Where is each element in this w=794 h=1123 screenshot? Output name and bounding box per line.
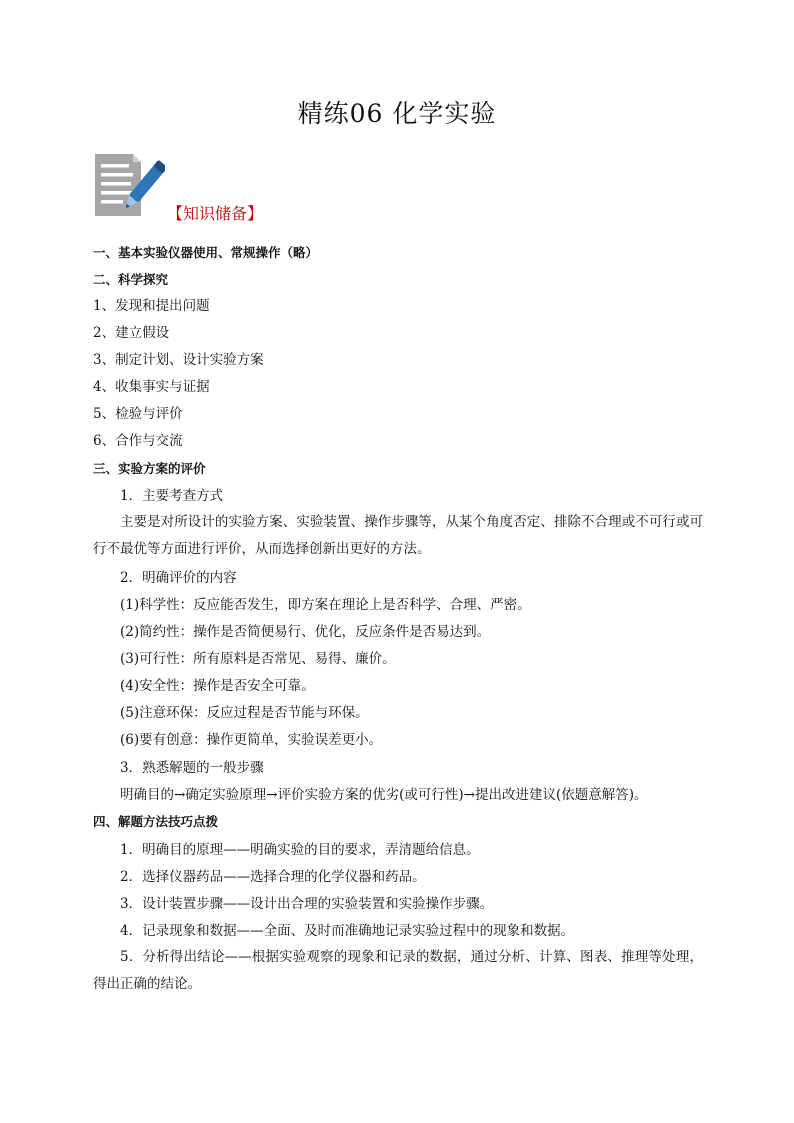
subheading: 3．熟悉解题的一般步骤 [120, 760, 264, 776]
criteria-item: (5)注意环保：反应过程是否节能与环保。 [120, 705, 369, 721]
section-tag-knowledge: 【知识储备】 [167, 204, 264, 223]
paragraph: 主要是对所设计的实验方案、实验装置、操作步骤等，从某个角度否定、排除不合理或不可行或可行不最优等方面进行评价，从而选择创新出更好的方法。 [93, 514, 703, 557]
criteria-item: (6)要有创意：操作更简单，实验误差更小。 [120, 732, 383, 748]
document-pen-icon [93, 150, 165, 220]
list-item: 6、合作与交流 [93, 433, 183, 449]
list-item: 4、收集事实与证据 [93, 379, 210, 395]
criteria-item: (2)简约性：操作是否简便易行、优化，反应条件是否易达到。 [120, 624, 491, 640]
tip-item: 4．记录现象和数据——全面、及时而准确地记录实验过程中的现象和数据。 [120, 923, 575, 939]
section-heading-2: 二、科学探究 [93, 272, 169, 287]
tip-item: 1．明确目的原理——明确实验的目的要求，弄清题给信息。 [120, 842, 480, 858]
tip-item: 2．选择仪器药品——选择合理的化学仪器和药品。 [120, 869, 426, 885]
list-item: 5、检验与评价 [93, 406, 183, 422]
list-item: 3、制定计划、设计实验方案 [93, 352, 264, 368]
section-heading-3: 三、实验方案的评价 [93, 461, 206, 476]
subheading: 2．明确评价的内容 [120, 570, 237, 586]
list-item: 2、建立假设 [93, 325, 170, 341]
section-heading-4: 四、解题方法技巧点拨 [93, 814, 219, 829]
steps-text: 明确目的→确定实验原理→评价实验方案的优劣(或可行性)→提出改进建议(依题意解答)。 [120, 787, 648, 803]
section-heading-1: 一、基本实验仪器使用、常规操作（略） [93, 245, 319, 260]
criteria-item: (4)安全性：操作是否安全可靠。 [120, 678, 315, 694]
subheading: 1．主要考查方式 [120, 488, 224, 504]
page-title: 精练06 化学实验 [297, 99, 497, 128]
list-item: 1、发现和提出问题 [93, 298, 210, 314]
tip-item: 5．分析得出结论——根据实验观察的现象和记录的数据，通过分析、计算、图表、推理等处理，得出正确的结论。 [93, 949, 703, 992]
tip-item: 3．设计装置步骤——设计出合理的实验装置和实验操作步骤。 [120, 896, 494, 912]
criteria-item: (1)科学性：反应能否发生，即方案在理论上是否科学、合理、严密。 [120, 597, 531, 613]
criteria-item: (3)可行性：所有原料是否常见、易得、廉价。 [120, 651, 396, 667]
